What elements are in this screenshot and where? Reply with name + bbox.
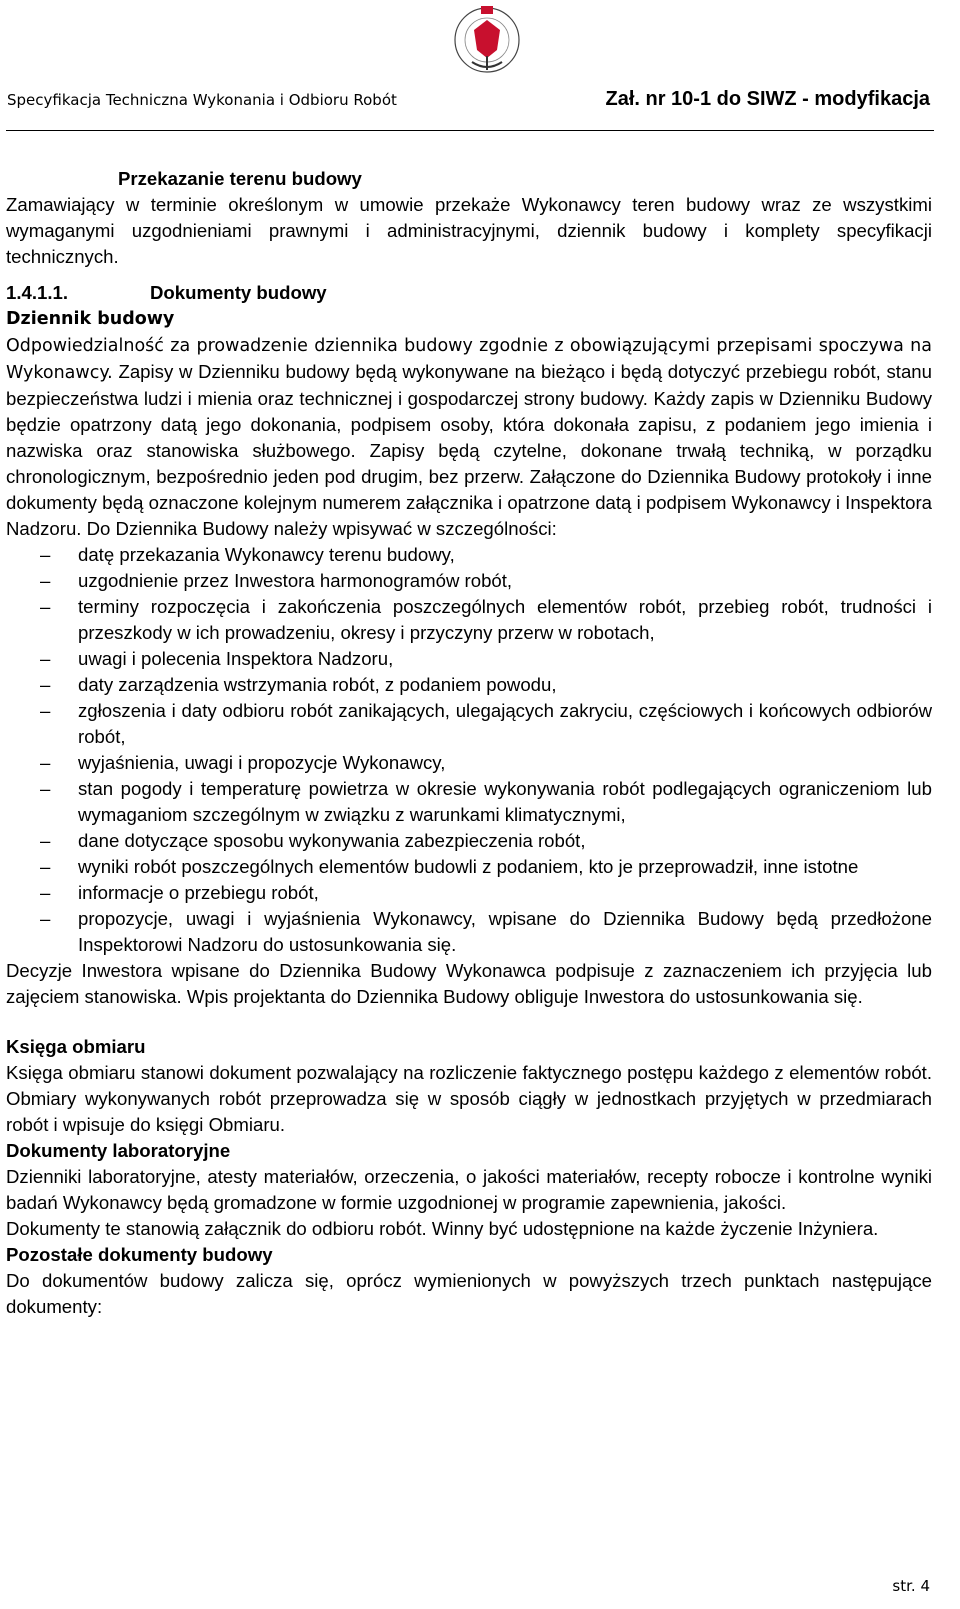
list-item: – uzgodnienie przez Inwestora harmonogramów robót, <box>6 568 932 594</box>
lab-documents-text-2: Dokumenty te stanowią załącznik do odbioru robót. Winny być udostępnione na każde życzenie Inżyniera. <box>6 1218 879 1239</box>
dash-bullet: – <box>40 830 51 851</box>
lab-documents-text-1: Dzienniki laboratoryjne, atesty materiałów, orzeczenia, o jakości materiałów, recepty robocze i kontrolne wyniki badań Wykonawcy będą gromadzone w formie uzgodnionej w programie zapewnienia, jakości. <box>6 1166 932 1213</box>
section-number: 1.4.1.1. <box>6 282 69 303</box>
dash-bullet: – <box>40 700 51 721</box>
dash-bullet: – <box>40 648 51 669</box>
list-item: – datę przekazania Wykonawcy terenu budowy, <box>6 542 932 568</box>
dash-bullet: – <box>40 752 51 773</box>
dash-bullet: – <box>40 856 51 877</box>
list-item: – dane dotyczące sposobu wykonywania zabezpieczenia robót, <box>6 828 932 854</box>
heading-lab-documents: Dokumenty laboratoryjne <box>6 1140 231 1161</box>
list-item: – wyjaśnienia, uwagi i propozycje Wykonawcy, <box>6 750 932 776</box>
list-item: – terminy rozpoczęcia i zakończenia poszczególnych elementów robót, przebieg robót, trudności i przeszkody w ich prowadzeniu, okresy i przyczyny przerw w robotach, <box>40 596 932 643</box>
measurement-book-text: Księga obmiaru stanowi dokument pozwalający na rozliczenie faktycznego postępu każdego z elementów robót. Obmiary wykonywanych robót przeprowadza się w sposób ciągły w jednostkach przyjętych w przedmiarach robót i wpisuje do księgi Obmiaru. <box>6 1062 932 1135</box>
dash-bullet: – <box>40 544 51 565</box>
dash-bullet: – <box>40 570 51 591</box>
university-logo <box>452 0 522 82</box>
dash-bullet: – <box>40 908 51 929</box>
list-item: – stan pogody i temperaturę powietrza w okresie wykonywania robót podlegających ograniczeniom lub wymaganiom szczególnym w związku z warunkami klimatycznymi, <box>40 778 932 825</box>
header-document-title: Specyfikacja Techniczna Wykonania i Odbioru Robót <box>7 91 397 109</box>
heading-construction-diary: Dziennik budowy <box>6 309 175 329</box>
dash-bullet: – <box>40 596 51 617</box>
dash-bullet: – <box>40 882 51 903</box>
page-number: str. 4 <box>892 1577 930 1595</box>
site-transfer-text: Zamawiający w terminie określonym w umowie przekaże Wykonawcy teren budowy wraz ze wszystkimi wymaganymi uzgodnieniami prawnymi i administracyjnymi, dziennik budowy i komplety specyfikacji technicznych. <box>6 194 932 267</box>
list-item: – wyniki robót poszczególnych elementów budowli z podaniem, kto je przeprowadził, inne istotne <box>6 854 932 880</box>
header-attachment-label: Zał. nr 10-1 do SIWZ - modyfikacja <box>605 88 930 110</box>
diary-text <box>6 332 932 542</box>
diary-lead: Odpowiedzialność za prowadzenie dziennika budowy zgodnie z obowiązującymi przepisami spoczywa na Wykonawcy. <box>6 336 932 383</box>
header-divider <box>6 130 934 131</box>
list-item: – daty zarządzenia wstrzymania robót, z podaniem powodu, <box>6 672 932 698</box>
section-title: Dokumenty budowy <box>150 282 327 303</box>
diary-body: Zapisy w Dzienniku budowy będą wykonywane na bieżąco i będą dotyczyć przebiegu robót, stanu bezpieczeństwa ludzi i mienia oraz technicznej i gospodarczej strony budowy. Każdy zapis w Dzienniku Budowy będzie opatrzony datą jego dokonania, podpisem osoby, która dokonała zapisu, z podaniem jego imienia i nazwiska oraz stanowiska służbowego. Zapisy będą czytelne, dokonane trwałą techniką, w porządku chronologicznym, bezpośrednio jeden pod drugim, bez przerw. Załączone do Dziennika Budowy protokoły i inne dokumenty będą oznaczone kolejnym numerem załącznika i opatrzone datą i podpisem Wykonawcy i Inspektora Nadzoru. Do Dziennika Budowy należy wpisywać w szczególności: <box>6 361 932 539</box>
heading-measurement-book: Księga obmiaru <box>6 1036 146 1057</box>
dash-bullet: – <box>40 778 51 799</box>
list-item: – zgłoszenia i daty odbioru robót zanikających, ulegających zakryciu, częściowych i końcowych odbiorów robót, <box>40 700 932 747</box>
section-heading <box>6 280 932 306</box>
diary-closing-text: Decyzje Inwestora wpisane do Dziennika Budowy Wykonawca podpisuje z zaznaczeniem ich przyjęcia lub zajęciem stanowiska. Wpis projektanta do Dziennika Budowy obliguje Inwestora do ustosunkowania się. <box>6 960 932 1007</box>
dash-bullet: – <box>40 674 51 695</box>
diary-entries-list <box>6 542 932 958</box>
heading-site-transfer: Przekazanie terenu budowy <box>118 168 362 189</box>
page-header <box>0 0 960 135</box>
document-body <box>6 166 932 1320</box>
heading-other-documents: Pozostałe dokumenty budowy <box>6 1244 273 1265</box>
other-documents-text: Do dokumentów budowy zalicza się, oprócz wymienionych w powyższych trzech punktach następujące dokumenty: <box>6 1270 932 1317</box>
list-item: – informacje o przebiegu robót, <box>6 880 932 906</box>
list-item: – propozycje, uwagi i wyjaśnienia Wykonawcy, wpisane do Dziennika Budowy będą przedłożone Inspektorowi Nadzoru do ustosunkowania się. <box>40 908 932 955</box>
list-item: – uwagi i polecenia Inspektora Nadzoru, <box>6 646 932 672</box>
spacer <box>6 1010 932 1034</box>
